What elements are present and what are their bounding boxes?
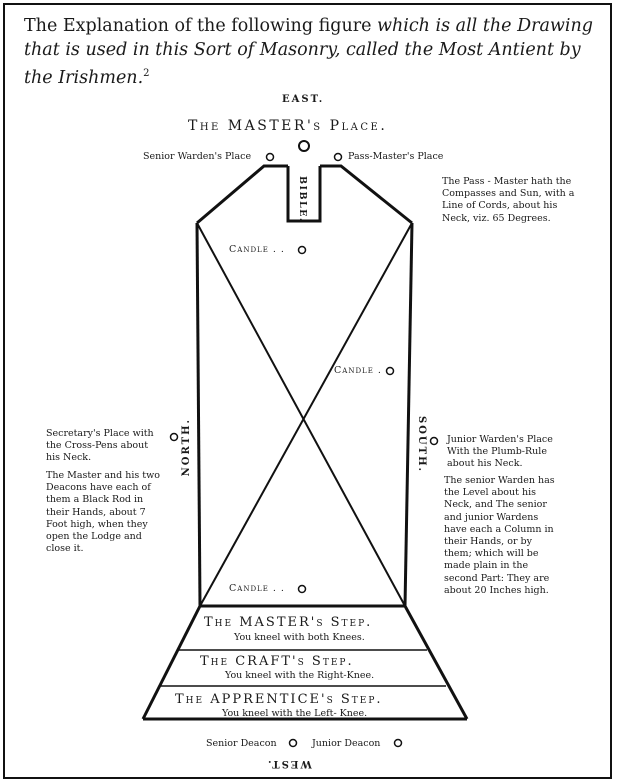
pass-master-label: Pass-Master's Place (348, 151, 444, 162)
top-slope-left (197, 166, 288, 223)
apprentice-step-sub: You kneel with the Left- Knee. (222, 708, 368, 719)
candle-top-label: Candle . . (229, 244, 285, 255)
south-label: SOUTH. (416, 416, 427, 474)
craft-step-sub: You kneel with the Right-Knee. (225, 670, 375, 681)
east-label: EAST. (282, 94, 325, 105)
secretary-note: Secretary's Place with the Cross-Pens about his Neck. (46, 428, 154, 464)
pass-master-marker (335, 154, 342, 161)
master-step-sub: You kneel with both Knees. (234, 632, 365, 643)
master-deacons-note: The Master and his two Deacons have each of them a Black Rod in their Hands, about 7 Foot high, when they open the Lodge and close it. (46, 470, 160, 555)
junior-warden-marker (431, 438, 438, 445)
steps-right-side (405, 606, 467, 719)
senior-warden-marker (267, 154, 274, 161)
heading-italic: which is all the Drawing that is used in this Sort of Masonry, called the Most Antient by the Irishmen. (24, 16, 593, 88)
footnote-mark: 2 (143, 68, 150, 79)
junior-warden-label: Junior Warden's Place (447, 434, 553, 445)
master-step-title: The MASTER's Step. (204, 615, 373, 630)
candle-middle-label: Candle . (334, 365, 382, 376)
craft-step-title: The CRAFT's Step. (200, 654, 354, 669)
wardens-note: The senior Warden has the Level about his Neck, and The senior and junior Wardens have each a Column in their Hands, or by them; which will be made plain in the second Part: They are about 20 Inches high. (444, 475, 555, 596)
north-wall (197, 223, 200, 606)
junior-warden-note: With the Plumb-Rule about his Neck. (447, 446, 547, 470)
bible-label: BIBLE. (297, 176, 308, 223)
junior-deacon-label: Junior Deacon (312, 738, 381, 749)
secretary-marker (171, 434, 178, 441)
pass-master-note: The Pass - Master hath the Compasses and Sun, with a Line of Cords, about his Neck, viz. 65 Degrees. (442, 176, 575, 224)
apprentice-step-title: The APPRENTICE's Step. (175, 692, 383, 707)
junior-deacon-marker (395, 740, 402, 747)
senior-warden-label: Senior Warden's Place (143, 151, 252, 162)
candle-bottom-marker (299, 586, 306, 593)
master-place-label: The MASTER's Place. (188, 118, 388, 134)
diagonal-right (200, 223, 412, 606)
heading-plain: The Explanation of the following figure (24, 16, 378, 36)
candle-top-marker (299, 247, 306, 254)
candle-middle-marker (387, 368, 394, 375)
senior-deacon-label: Senior Deacon (206, 738, 277, 749)
west-label: WEST. (266, 758, 312, 769)
top-slope-right (320, 166, 412, 223)
diagonal-left (197, 223, 405, 606)
south-wall (405, 223, 412, 606)
north-label: NORTH. (181, 418, 192, 477)
candle-bottom-label: Candle . . (229, 583, 285, 594)
senior-deacon-marker (290, 740, 297, 747)
master-place-marker (299, 141, 309, 151)
